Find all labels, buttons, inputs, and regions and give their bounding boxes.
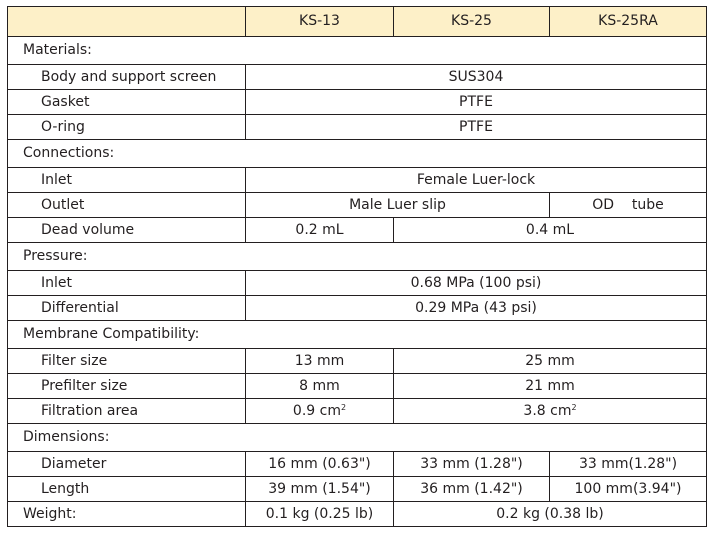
table-row xyxy=(8,168,707,193)
value-diameter-ks25: 33 mm (1.28") xyxy=(394,452,550,477)
area-unit-superscript: 2 xyxy=(571,403,577,412)
row-label-body: Body and support screen xyxy=(8,65,246,90)
table-row xyxy=(8,502,707,527)
section-row-pressure xyxy=(8,243,707,271)
spec-table xyxy=(7,6,707,527)
header-ks25: KS-25 xyxy=(394,7,550,37)
value-body: SUS304 xyxy=(246,65,707,90)
section-label-pressure: Pressure: xyxy=(8,243,707,271)
table-row xyxy=(8,193,707,218)
row-label-dead-volume: Dead volume xyxy=(8,218,246,243)
value-differential: 0.29 MPa (43 psi) xyxy=(246,296,707,321)
row-label-oring: O-ring xyxy=(8,115,246,140)
section-label-dimensions: Dimensions: xyxy=(8,424,707,452)
value-inlet: Female Luer-lock xyxy=(246,168,707,193)
table-row xyxy=(8,452,707,477)
row-label-prefilter-size: Prefilter size xyxy=(8,374,246,399)
table-row xyxy=(8,399,707,424)
value-filter-size-ks13: 13 mm xyxy=(246,349,394,374)
row-label-length: Length xyxy=(8,477,246,502)
value-oring: PTFE xyxy=(246,115,707,140)
table-row xyxy=(8,218,707,243)
table-row xyxy=(8,349,707,374)
table-row xyxy=(8,477,707,502)
row-label-diameter: Diameter xyxy=(8,452,246,477)
row-label-filtration-area: Filtration area xyxy=(8,399,246,424)
section-row-dimensions xyxy=(8,424,707,452)
header-ks13: KS-13 xyxy=(246,7,394,37)
value-dead-volume-ks13: 0.2 mL xyxy=(246,218,394,243)
value-outlet-ks25ra: OD tube xyxy=(550,193,707,218)
section-row-membrane xyxy=(8,321,707,349)
value-outlet-ks13-ks25: Male Luer slip xyxy=(246,193,550,218)
row-label-inlet: Inlet xyxy=(8,168,246,193)
section-row-connections xyxy=(8,140,707,168)
table-row xyxy=(8,374,707,399)
value-filter-size-ks25: 25 mm xyxy=(394,349,707,374)
value-pressure-inlet: 0.68 MPa (100 psi) xyxy=(246,271,707,296)
value-diameter-ks13: 16 mm (0.63") xyxy=(246,452,394,477)
value-dead-volume-ks25: 0.4 mL xyxy=(394,218,707,243)
row-label-filter-size: Filter size xyxy=(8,349,246,374)
area-value-ks13: 0.9 cm xyxy=(292,403,341,419)
value-weight-ks13: 0.1 kg (0.25 lb) xyxy=(246,502,394,527)
value-prefilter-size-ks25: 21 mm xyxy=(394,374,707,399)
row-label-differential: Differential xyxy=(8,296,246,321)
row-label-gasket: Gasket xyxy=(8,90,246,115)
value-filtration-area-ks13 xyxy=(246,399,394,424)
table-row xyxy=(8,115,707,140)
header-row xyxy=(8,7,707,37)
section-label-membrane: Membrane Compatibility: xyxy=(8,321,707,349)
area-unit-superscript: 2 xyxy=(340,403,347,412)
area-value-ks25: 3.8 cm xyxy=(523,403,572,419)
row-label-pressure-inlet: Inlet xyxy=(8,271,246,296)
value-filtration-area-ks25 xyxy=(394,399,707,424)
table-row xyxy=(8,65,707,90)
value-prefilter-size-ks13: 8 mm xyxy=(246,374,394,399)
section-row-materials xyxy=(8,37,707,65)
table-row xyxy=(8,90,707,115)
value-gasket: PTFE xyxy=(246,90,707,115)
value-length-ks25ra: 100 mm(3.94") xyxy=(550,477,707,502)
table-row xyxy=(8,271,707,296)
table-row xyxy=(8,296,707,321)
header-ks25ra: KS-25RA xyxy=(550,7,707,37)
section-label-materials: Materials: xyxy=(8,37,707,65)
header-blank-cell xyxy=(8,7,246,37)
row-label-outlet: Outlet xyxy=(8,193,246,218)
value-diameter-ks25ra: 33 mm(1.28") xyxy=(550,452,707,477)
section-label-connections: Connections: xyxy=(8,140,707,168)
value-weight-ks25: 0.2 kg (0.38 lb) xyxy=(394,502,707,527)
value-length-ks25: 36 mm (1.42") xyxy=(394,477,550,502)
value-length-ks13: 39 mm (1.54") xyxy=(246,477,394,502)
row-label-weight: Weight: xyxy=(8,502,246,527)
